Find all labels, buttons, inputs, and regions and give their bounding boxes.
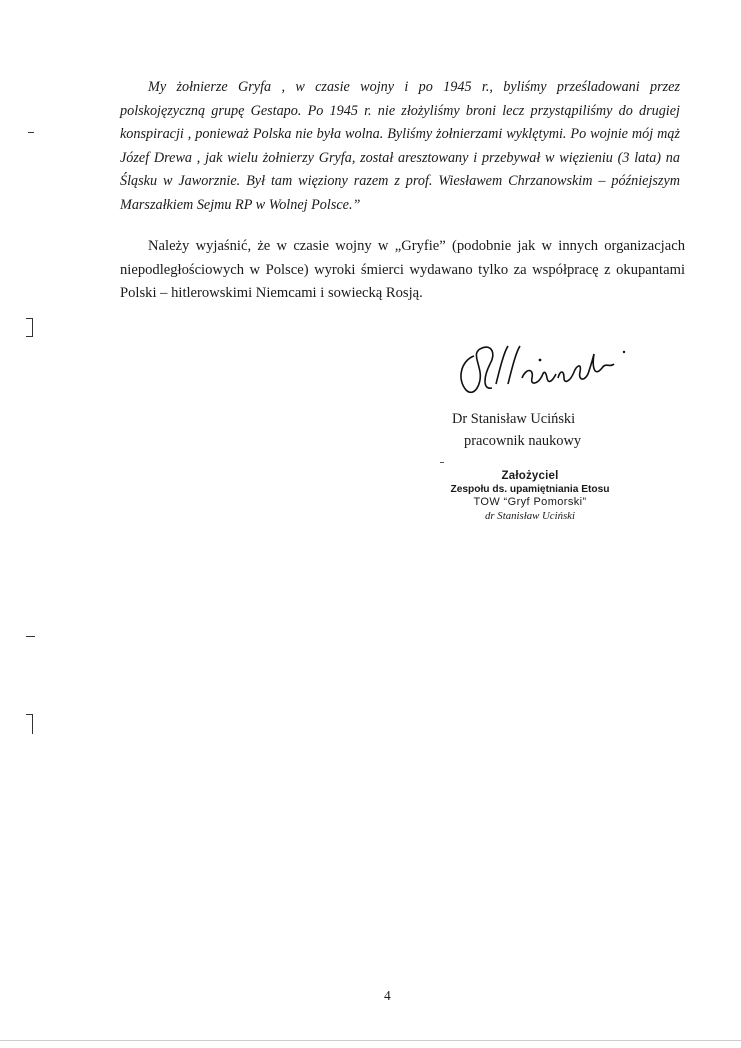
margin-bracket-mark <box>26 336 33 337</box>
quote-text: My żołnierze Gryfa , w czasie wojny i po 1945 r., byliśmy prześladowani przez polskojęzyczną grupę Gestapo. Po 1945 r. nie złożyliśmy broni lecz przystąpiliśmy do drugiej konspiracji , ponieważ Polska nie była wolna. Byliśmy żołnierzami wyklętymi. Po wojnie mój mąż Józef Drewa , jak wielu żołnierzy Gryfa, został aresztowany i przebywał w więzieniu (3 lata) na Śląsku w Jaworznie. Był tam więziony razem z prof. Wiesławem Chrzanowskim – późniejszym Marszałkiem Sejmu RP w Wolnej Polsce.” <box>120 79 680 213</box>
stamp-person: dr Stanisław Uciński <box>485 510 575 522</box>
signatory-role: pracownik naukowy <box>464 433 582 449</box>
stray-mark <box>440 462 444 463</box>
handwritten-signature <box>452 338 632 400</box>
margin-bracket-mark <box>32 318 33 336</box>
quote-paragraph <box>120 76 680 218</box>
margin-dash-mark <box>26 636 35 637</box>
body-text: Należy wyjaśnić, że w czasie wojny w „Gryfie” (podobnie jak w innych organizacjach niepodległościowych w Polsce) wyroki śmierci wydawano tylko za współpracę z okupantami Polski – hitlerowskimi Niemcami i sowiecką Rosją. <box>120 238 685 302</box>
margin-dash-mark <box>28 132 34 133</box>
page-number: 4 <box>384 988 391 1003</box>
signatory-name: Dr Stanisław Uciński <box>452 411 576 427</box>
page-edge-line <box>0 1040 741 1041</box>
stamp-team: Zespołu ds. upamiętniania Etosu <box>450 484 610 495</box>
stamp-title: Założyciel <box>501 470 559 482</box>
margin-bracket-mark <box>26 318 33 319</box>
margin-bracket-mark <box>32 714 33 734</box>
body-paragraph <box>120 235 685 306</box>
margin-bracket-mark <box>26 714 33 715</box>
stamp-organization: TOW “Gryf Pomorski” <box>473 496 587 508</box>
official-stamp <box>420 470 640 522</box>
